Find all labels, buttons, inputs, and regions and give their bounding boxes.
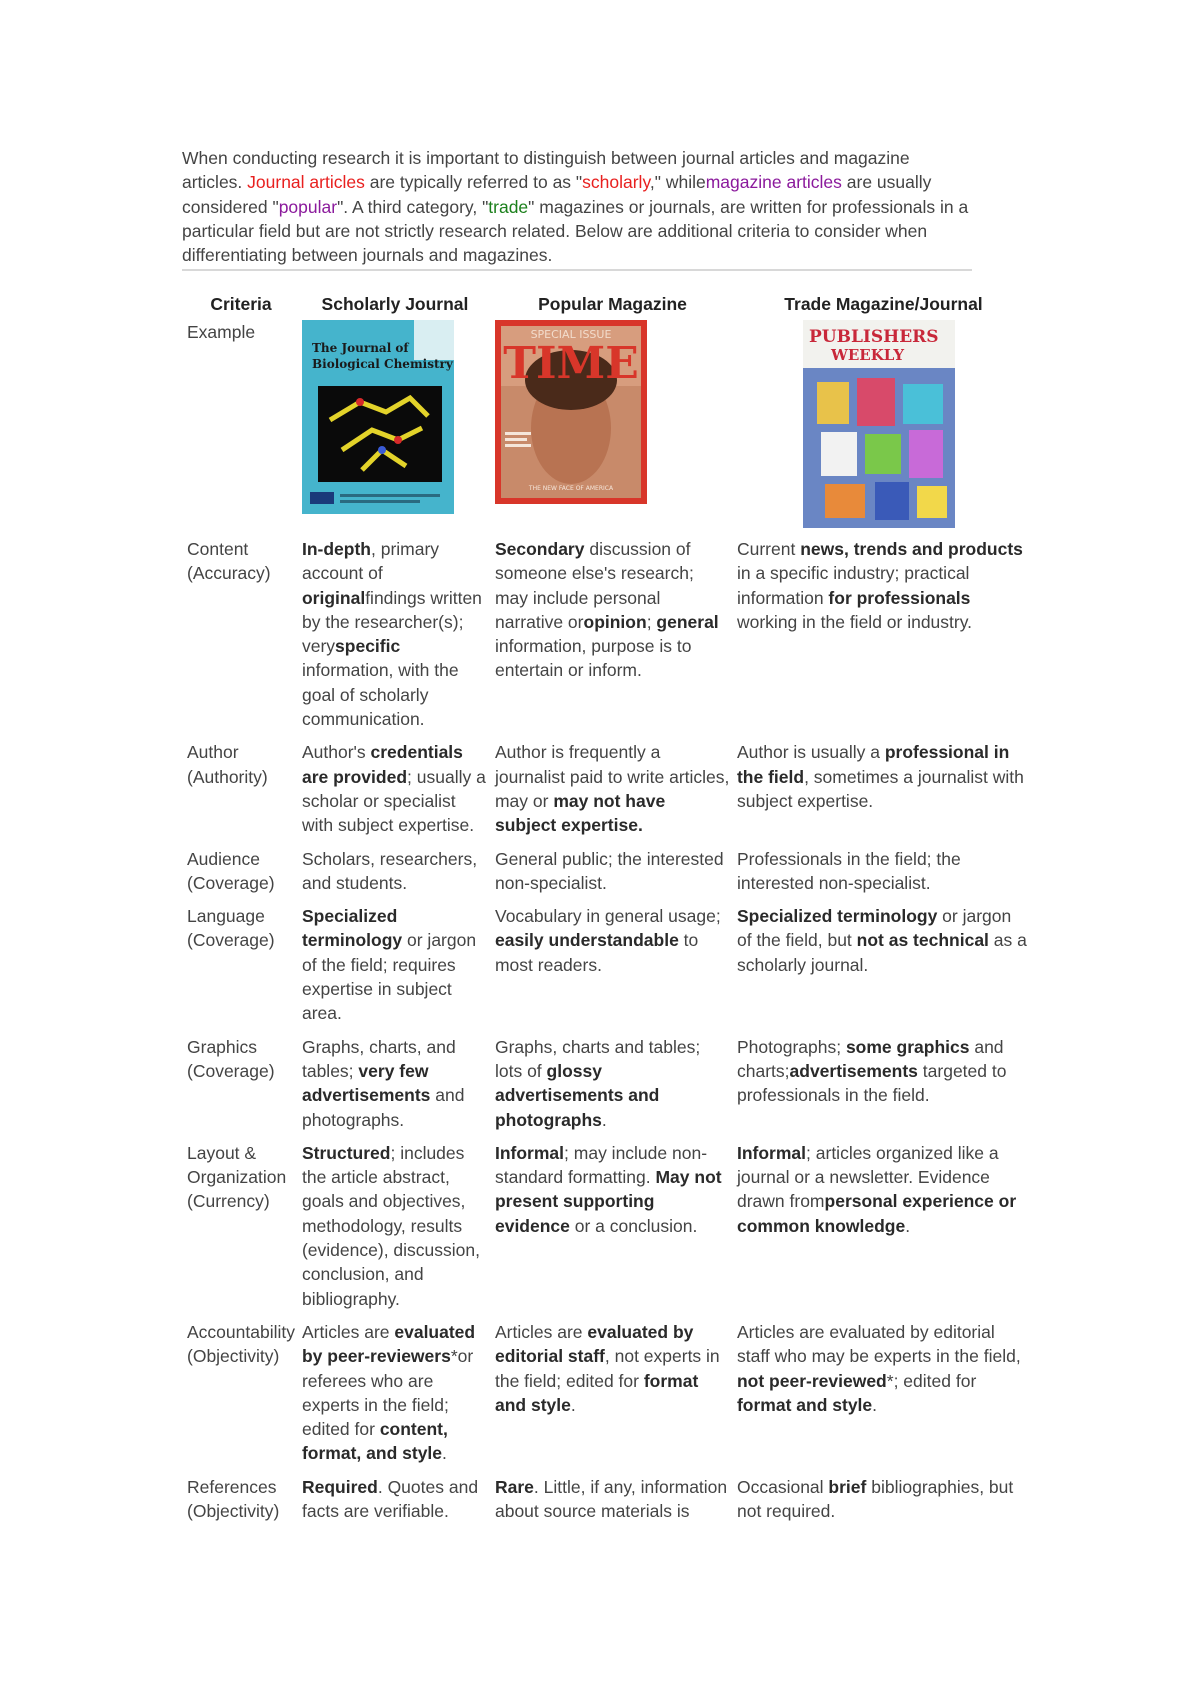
emphasis-text: advertisements (789, 1060, 918, 1081)
criteria-label: Layout & Organization (Currency) (187, 1142, 287, 1212)
cell-text: Author is usually a (736, 742, 885, 763)
popular-cell (488, 537, 730, 740)
cell-text: in a specific industry; practical information (736, 563, 970, 608)
popular-cell (488, 1141, 730, 1320)
cell-text: . Little, if any, information about source materials is (494, 1476, 728, 1521)
cell-text: ; articles organized like a journal or a newsletter. Evidence drawn from (736, 1142, 999, 1212)
emphasis-text: In-depth (301, 539, 371, 559)
intro-text: " magazines or journals, are written for professionals in a particular field but are not strictly research related. Below are additional criteria to consider when differentiating between journals and magazines. (182, 196, 969, 266)
intro-scholarly: scholarly (582, 172, 650, 193)
popular-cell (488, 1035, 730, 1141)
trade-cell (730, 904, 1030, 1034)
cell-text: , not experts in the field; edited for (494, 1346, 720, 1391)
emphasis-text: may not have subject expertise. (494, 790, 666, 836)
emphasis-text: very few advertisements (301, 1060, 431, 1106)
popular-cell (488, 1475, 730, 1533)
popular-cell (488, 904, 730, 1034)
criteria-label: Graphics (Coverage) (187, 1036, 275, 1081)
cell-text: , sometimes a journalist with subject expertise. (736, 766, 1024, 811)
intro-paragraph (182, 146, 972, 271)
header-popular: Popular Magazine (538, 294, 687, 314)
example-label: Example (187, 322, 256, 342)
emphasis-text: professional in the field (736, 742, 1010, 787)
scholarly-example-cell (295, 320, 488, 537)
cell-text: ; usually a scholar or specialist with subject expertise. (301, 766, 486, 836)
trade-cell (730, 1320, 1030, 1475)
trade-cell (730, 1475, 1030, 1533)
cell-text: to most readers. (494, 930, 699, 975)
cell-text: , primary account of (301, 539, 440, 584)
trade-cell (730, 1035, 1030, 1141)
criteria-row (180, 847, 1030, 905)
scholarly-cell (295, 847, 488, 905)
emphasis-text: specific (335, 636, 401, 657)
header-row (180, 292, 1030, 320)
time-cover-image (495, 320, 647, 504)
cell-text: and charts; (736, 1036, 1004, 1081)
emphasis-text: Required (301, 1476, 378, 1497)
cell-text: Vocabulary in general usage; (494, 906, 721, 927)
scholarly-cell (295, 1475, 488, 1533)
time-title: TIME (503, 338, 639, 389)
emphasis-text: glossy advertisements and photographs (494, 1060, 660, 1130)
cell-text: information, with the goal of scholarly communication. (301, 660, 459, 730)
emphasis-text: brief (828, 1476, 867, 1497)
popular-example-cell (488, 320, 730, 537)
cell-text: . (601, 1109, 607, 1130)
emphasis-text: Secondary (494, 539, 585, 559)
jbc-title-line1: The Journal of (311, 341, 409, 355)
emphasis-text: format and style (494, 1370, 699, 1415)
trade-cell (730, 740, 1030, 846)
header-scholarly: Scholarly Journal (321, 294, 469, 314)
cell-text: ; (646, 611, 657, 632)
cell-text: Photographs; (736, 1036, 846, 1057)
cell-text: General public; the interested non-specialist. (494, 848, 724, 893)
emphasis-text: content, format, and style (301, 1419, 448, 1464)
scholarly-cell (295, 1320, 488, 1475)
intro-text: ," while (649, 172, 706, 193)
cell-text: discussion of someone else's research; may include personal narrative or (494, 539, 694, 632)
emphasis-text: Specialized terminology (301, 906, 403, 951)
intro-popular: popular (278, 196, 338, 217)
criteria-row (180, 1320, 1030, 1475)
emphasis-text: Informal (494, 1142, 565, 1163)
criteria-row (180, 537, 1030, 740)
emphasis-text: evaluated by peer-reviewers (301, 1321, 476, 1367)
cell-text: Occasional (736, 1476, 829, 1497)
emphasis-text: original (301, 587, 366, 608)
emphasis-text: Informal (736, 1142, 807, 1163)
cell-text: Graphs, charts and tables; lots of (494, 1036, 701, 1081)
time-special-issue: SPECIAL ISSUE (530, 328, 612, 341)
emphasis-text: personal experience or common knowledge (736, 1191, 1017, 1236)
emphasis-text: news, trends and products (800, 539, 1023, 559)
emphasis-text: Specialized terminology (736, 906, 938, 927)
cell-text: Articles are (494, 1321, 588, 1342)
popular-cell (488, 740, 730, 846)
criteria-label: Audience (Coverage) (187, 848, 275, 893)
scholarly-cell (295, 537, 488, 740)
popular-cell (488, 1320, 730, 1475)
criteria-label: Author (Authority) (187, 742, 268, 787)
cell-text: or jargon of the field, but (736, 906, 1012, 951)
criteria-label: Accountability (Objectivity) (187, 1321, 295, 1367)
intro-text: are usually considered " (182, 172, 932, 217)
cell-text: Scholars, researchers, and students. (301, 848, 478, 893)
cell-text: Articles are (301, 1321, 395, 1342)
scholarly-cell (295, 1141, 488, 1320)
cell-text: findings written by the researcher(s); very (301, 587, 482, 657)
cell-text: information, purpose is to entertain or inform. (494, 636, 692, 681)
cell-text: bibliographies, but not required. (736, 1476, 1014, 1521)
jbc-title-line2: Biological Chemistry (311, 357, 453, 371)
trade-cell (730, 847, 1030, 905)
cell-text: . Quotes and facts are verifiable. (301, 1476, 479, 1521)
criteria-label: References (Objectivity) (187, 1476, 280, 1521)
criteria-label: Content (Accuracy) (187, 539, 271, 584)
criteria-label: Language (Coverage) (187, 906, 275, 951)
trade-cell (730, 537, 1030, 740)
criteria-row (180, 740, 1030, 846)
cell-text: . (442, 1443, 447, 1464)
cell-text: Graphs, charts, and tables; (301, 1036, 456, 1081)
intro-magazine-articles: magazine articles (705, 172, 842, 193)
cell-text: and photographs. (301, 1085, 465, 1130)
cell-text: *or referees who are experts in the field; edited for (301, 1346, 474, 1440)
pw-title-line2: WEEKLY (830, 346, 905, 364)
popular-cell (488, 847, 730, 905)
emphasis-text: some graphics (845, 1036, 970, 1057)
criteria-table (180, 292, 1030, 1532)
intro-text: are typically referred to as " (364, 172, 583, 193)
scholarly-cell (295, 740, 488, 846)
cell-text: targeted to professionals in the field. (736, 1060, 1007, 1106)
emphasis-text: not peer-reviewed (736, 1370, 887, 1391)
scholarly-cell (295, 904, 488, 1034)
emphasis-text: general (656, 611, 719, 632)
emphasis-text: Rare (494, 1476, 534, 1497)
intro-text: When conducting research it is important to distinguish between journal articles and magazine articles. (182, 148, 910, 193)
trade-cell (730, 1141, 1030, 1320)
pw-title-line1: PUBLISHERS (808, 327, 939, 347)
emphasis-text: credentials are provided (301, 742, 463, 787)
cell-text: Author is frequently a journalist paid to write articles, may or (494, 742, 730, 811)
header-criteria: Criteria (210, 294, 272, 314)
cell-text: as a scholarly journal. (736, 930, 1027, 975)
cell-text: Articles are evaluated by editorial staff who may be experts in the field, (736, 1321, 1021, 1367)
criteria-row (180, 1141, 1030, 1320)
emphasis-text: opinion (583, 611, 647, 632)
scholarly-cell (295, 1035, 488, 1141)
cell-text: . (570, 1394, 576, 1415)
cell-text: ; may include non-standard formatting. (494, 1142, 708, 1188)
emphasis-text: Structured (301, 1142, 391, 1163)
pw-cover-image (803, 320, 955, 528)
cell-text: Current (736, 539, 801, 559)
cell-text: working in the field or industry. (736, 611, 973, 632)
cell-text: Professionals in the field; the interested non-specialist. (736, 848, 961, 893)
cell-text: *; edited for (886, 1370, 977, 1391)
emphasis-text: format and style (736, 1394, 873, 1415)
intro-journal-articles: Journal articles (247, 172, 365, 193)
cell-text: or a conclusion. (569, 1215, 698, 1236)
emphasis-text: May not present supporting evidence (494, 1167, 722, 1236)
emphasis-text: for professionals (828, 587, 971, 608)
cell-text: . (872, 1394, 878, 1415)
example-row (180, 320, 1030, 537)
intro-trade: trade (488, 196, 529, 217)
emphasis-text: easily understandable (494, 930, 679, 951)
cell-text: ; includes the article abstract, goals and objectives, methodology, results (evidence), discussion, conclusion, and bibliography. (301, 1142, 480, 1309)
trade-example-cell (730, 320, 1030, 537)
criteria-row (180, 1475, 1030, 1533)
cell-text: or jargon of the field; requires expertise in subject area. (301, 930, 477, 1024)
cell-text: . (905, 1215, 911, 1236)
emphasis-text: not as technical (856, 930, 989, 951)
emphasis-text: evaluated by editorial staff (494, 1321, 694, 1367)
intro-text: ". A third category, " (337, 196, 489, 217)
time-footer: THE NEW FACE OF AMERICA (528, 485, 614, 492)
header-trade: Trade Magazine/Journal (784, 294, 983, 314)
cell-text: Author's (301, 742, 371, 763)
jbc-cover-image (302, 320, 454, 514)
criteria-row (180, 1035, 1030, 1141)
criteria-row (180, 904, 1030, 1034)
